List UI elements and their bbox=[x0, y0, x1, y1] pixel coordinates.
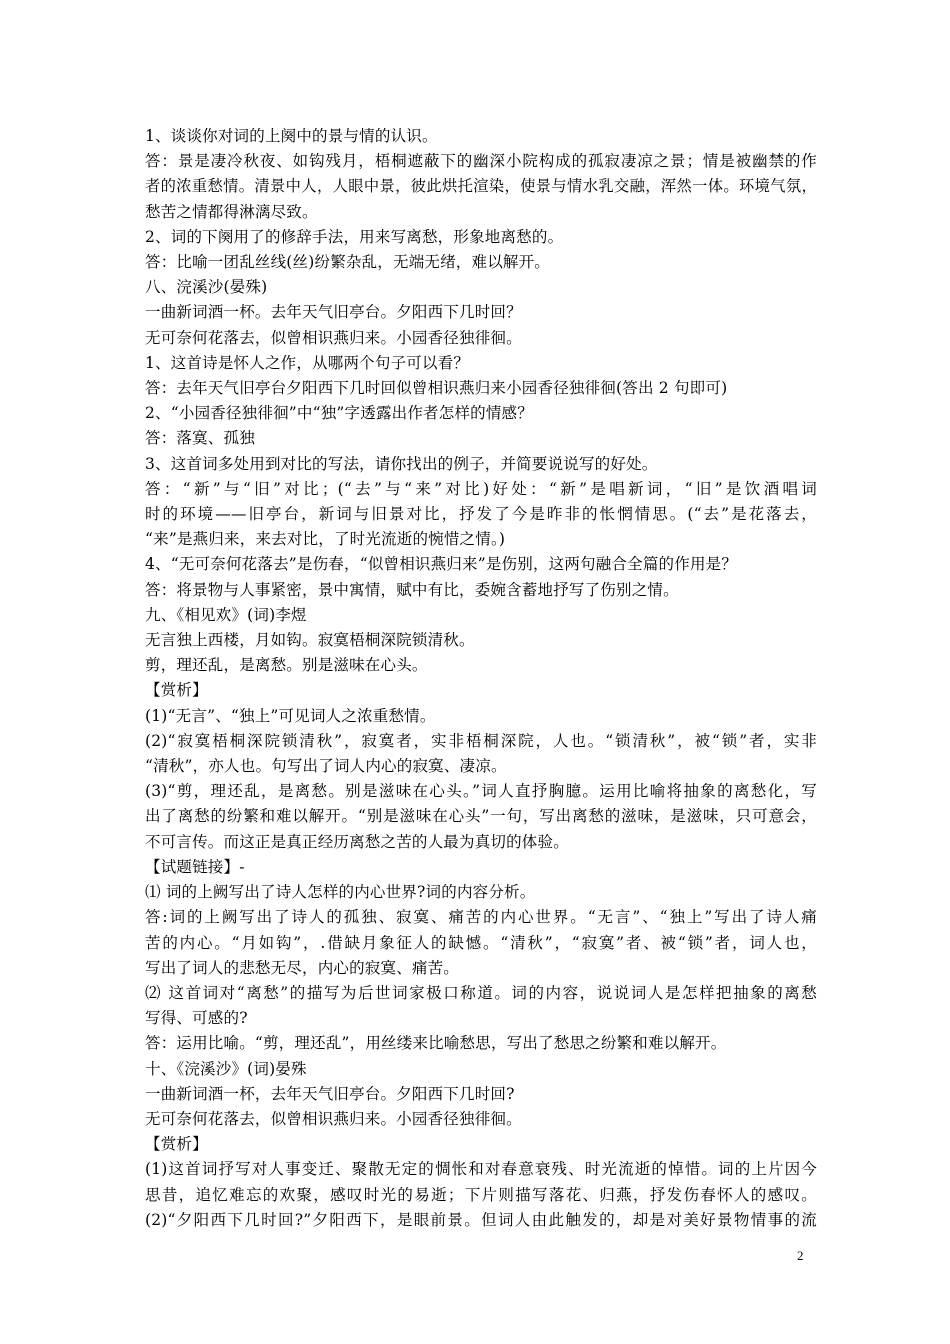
text-line: 无可奈何花落去，似曾相识燕归来。小园香径独徘徊。 bbox=[145, 328, 522, 347]
document-page bbox=[145, 124, 817, 1233]
text-line: ⑵ 这首词对“离愁”的描写为后世词家极口称道。词的内容，说说词人是怎样把抽象的离愁 bbox=[145, 983, 817, 1002]
text-line: 无可奈何花落去，似曾相识燕归来。小园香径独徘徊。 bbox=[145, 1109, 522, 1128]
text-line: 2、“小园香径独徘徊”中“独”字透露出作者怎样的情感？ bbox=[145, 404, 533, 423]
text-line: 写得、可感的? bbox=[145, 1009, 248, 1028]
text-line: 苦的内心。“月如钩”，.借缺月象征人的缺憾。“清秋”，“寂寞”者、被“锁”者，词人也， bbox=[145, 933, 817, 952]
text-line: 答：比喻一团乱丝线(丝)纷繁杂乱，无端无绪，难以解开。 bbox=[145, 253, 550, 272]
text-line: 1、谈谈你对词的上阕中的景与情的认识。 bbox=[145, 127, 438, 145]
text-line: 【试题链接】- bbox=[145, 857, 245, 876]
text-line: 4、“无可奈何花落去”是伤春，“似曾相识燕归来”是伤别，这两句融合全篇的作用是？ bbox=[145, 555, 738, 574]
text-line: 十、《浣溪沙》(词)晏殊 bbox=[145, 1059, 307, 1078]
text-line: 一曲新词酒一杯，去年天气旧亭台。夕阳西下几时回? bbox=[145, 1084, 515, 1103]
page-number: 2 bbox=[797, 1248, 804, 1263]
text-line: 【赏析】 bbox=[145, 681, 208, 700]
text-line: 愁苦之情都得淋漓尽致。 bbox=[145, 202, 318, 221]
text-line: 2、词的下阕用了的修辞手法，用来写离愁，形象地离愁的。 bbox=[145, 227, 564, 246]
text-line: 无言独上西楼，月如钩。寂寞梧桐深院锁清秋。 bbox=[145, 631, 475, 650]
text-line: (1)这首词抒写对人事变迁、聚散无定的惆怅和对春意衰残、时光流逝的悼惜。词的上片因今 bbox=[145, 1160, 817, 1179]
text-line: 答：去年天气旧亭台夕阳西下几时回似曾相识燕归来小园香径独徘徊(答出 2 句即可) bbox=[145, 379, 728, 398]
text-line: 3、这首词多处用到对比的写法，请你找出的例子，并简要说说写的好处。 bbox=[145, 454, 658, 473]
text-line: 八、浣溪沙(晏殊) bbox=[145, 278, 268, 297]
text-line: ⑴ 词的上阙写出了诗人怎样的内心世界?词的内容分析。 bbox=[145, 883, 536, 902]
text-line: 1、这首诗是怀人之作，从哪两个句子可以看？ bbox=[145, 353, 470, 372]
text-line: 答：运用比喻。“剪，理还乱”，用丝缕来比喻愁思，写出了愁思之纷繁和难以解开。 bbox=[145, 1034, 727, 1053]
text-line: (2)“寂寞梧桐深院锁清秋”，寂寞者，实非梧桐深院，人也。“锁清秋”，被“锁”者，实非 bbox=[145, 731, 817, 750]
text-line: 出了离愁的纷繁和难以解开。“别是滋味在心头”一句，写出离愁的滋味，是滋味，只可意会， bbox=[145, 807, 817, 826]
text-line: “来”是燕归来，来去对比，了时光流逝的惋惜之情。) bbox=[145, 530, 506, 549]
text-line: 者的浓重愁情。清景中人，人眼中景，彼此烘托渲染，使景与情水乳交融，浑然一体。环境气氛， bbox=[145, 177, 817, 196]
text-line: 答：将景物与人事紧密，景中寓情，赋中有比，委婉含蓄地抒写了伤别之情。 bbox=[145, 580, 679, 599]
text-line: 答：“新”与“旧”对比；(“去”与“来”对比)好处：“新”是唱新词，“旧”是饮酒唱词 bbox=[145, 479, 817, 498]
text-line: 九、《相见欢》(词)李煜 bbox=[145, 605, 307, 624]
text-line: 剪，理还乱，是离愁。别是滋味在心头。 bbox=[145, 656, 428, 675]
text-line: 思昔，追忆难忘的欢聚，感叹时光的易逝；下片则描写落花、归燕，抒发伤春怀人的感叹。 bbox=[145, 1185, 817, 1204]
text-line: 写出了词人的悲愁无尽，内心的寂寞、痛苦。 bbox=[145, 958, 460, 977]
text-line: 答:词的上阙写出了诗人的孤独、寂寞、痛苦的内心世界。“无言”、“独上”写出了诗人痛 bbox=[145, 908, 817, 927]
text-line: 不可言传。而这正是真正经历离愁之苦的人最为真切的体验。 bbox=[145, 832, 569, 851]
text-line: (2)“夕阳西下几时回?”夕阳西下，是眼前景。但词人由此触发的，却是对美好景物情事的流 bbox=[145, 1210, 817, 1229]
text-line: 答：景是凄冷秋夜、如钩残月，梧桐遮蔽下的幽深小院构成的孤寂凄凉之景；情是被幽禁的作 bbox=[145, 152, 817, 171]
text-line: 时的环境——旧亭台，新词与旧景对比，抒发了今是昨非的怅惘情思。(“去”是花落去， bbox=[145, 505, 817, 524]
text-line: (1)“无言”、“独上”可见词人之浓重愁情。 bbox=[145, 706, 436, 725]
text-line: 【赏析】 bbox=[145, 1135, 208, 1154]
text-line: 一曲新词酒一杯。去年天气旧亭台。夕阳西下几时回？ bbox=[145, 303, 522, 322]
text-line: “清秋”，亦人也。句写出了词人内心的寂寞、凄凉。 bbox=[145, 757, 507, 776]
text-line: (3)“剪，理还乱，是离愁。别是滋味在心头。”词人直抒胸臆。运用比喻将抽象的离愁化，写 bbox=[145, 782, 817, 801]
text-line: 答：落寞、孤独 bbox=[145, 429, 255, 448]
